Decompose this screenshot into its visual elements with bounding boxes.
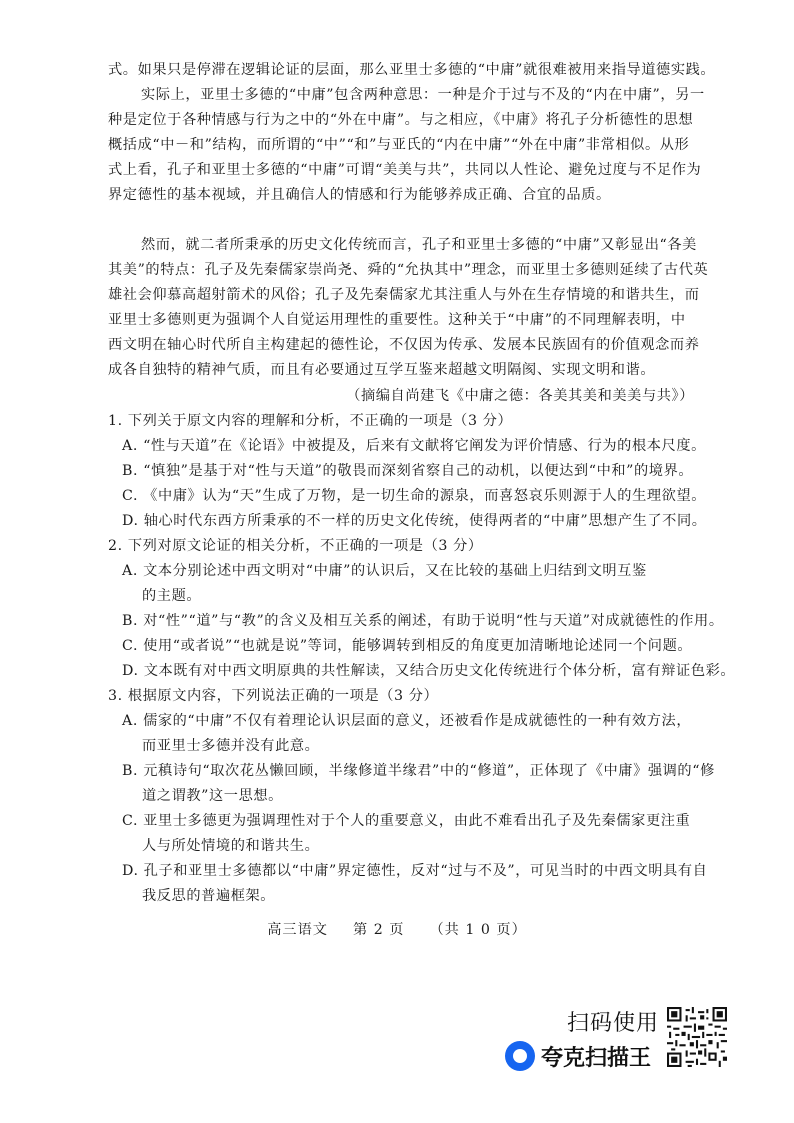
passage-line: 然而，就二者所秉承的历史文化传统而言，孔子和亚里士多德的“中庸”又彰显出“各美 bbox=[141, 237, 697, 253]
passage-line: 其美”的特点：孔子及先秦儒家崇尚尧、舜的“允执其中”理念，而亚里士多德则延续了古代英 bbox=[108, 262, 709, 278]
passage-line: 实际上，亚里士多德的“中庸”包含两种意思：一种是介于过与不及的“内在中庸”，另一 bbox=[141, 87, 705, 103]
passage-line: 亚里士多德则更为强调个人自觉运用理性的重要性。这种关于“中庸”的不同理解表明，中 bbox=[108, 312, 686, 328]
option-d-continued: 我反思的普遍框架。 bbox=[142, 888, 276, 904]
source-citation: （摘编自尚建飞《中庸之德：各美其美和美美与共》） bbox=[346, 388, 694, 404]
footer-subject: 高三语文 bbox=[267, 922, 328, 938]
question-stem: 3. 根据原文内容，下列说法正确的一项是（3 分） bbox=[108, 688, 439, 704]
question-stem: 1. 下列关于原文内容的理解和分析，不正确的一项是（3 分） bbox=[108, 413, 513, 429]
option-b: B. “慎独”是基于对“性与天道”的敬畏而深刻省察自己的动机，以便达到“中和”的境界。 bbox=[122, 463, 694, 479]
option-a-continued: 的主题。 bbox=[142, 588, 202, 604]
option-b-continued: 道之谓教”这一思想。 bbox=[142, 788, 283, 804]
option-c: C. 亚里士多德更为强调理性对于个人的重要意义，由此不难看出孔子及先秦儒家更注重 bbox=[122, 813, 691, 829]
footer-total-pages: （共 1 0 页） bbox=[429, 922, 527, 938]
passage-line: 成各自独特的精神气质，而且有必要通过互学互鉴来超越文明隔阂、实现文明和谐。 bbox=[108, 362, 656, 378]
passage-line: 雄社会仰慕高超射箭术的风俗；孔子及先秦儒家尤其注重人与外在生存情境的和谐共生，而 bbox=[108, 287, 700, 303]
brand-logo-icon bbox=[505, 1041, 535, 1071]
option-c: C. 使用“或者说”“也就是说”等词，能够调转到相反的角度更加清晰地论述同一个问题。 bbox=[122, 638, 693, 654]
option-c: C. 《中庸》认为“天”生成了万物，是一切生命的源泉，而喜怒哀乐则源于人的生理欲望。 bbox=[122, 488, 707, 504]
option-d: D. 轴心时代东西方所秉承的不一样的历史文化传统，使得两者的“中庸”思想产生了不同。 bbox=[122, 513, 707, 529]
option-a: A. 儒家的“中庸”不仅有着理论认识层面的意义，还被看作是成就德性的一种有效方法， bbox=[122, 713, 692, 729]
option-c-continued: 人与所处情境的和谐共生。 bbox=[142, 838, 320, 854]
qr-code-icon[interactable] bbox=[667, 1007, 727, 1067]
passage-line: 式。如果只是停滞在逻辑论证的层面，那么亚里士多德的“中庸”就很难被用来指导道德实践。 bbox=[108, 62, 716, 78]
option-d: D. 文本既有对中西文明原典的共性解读，又结合历史文化传统进行个体分析，富有辩证色彩。 bbox=[122, 663, 736, 679]
option-d: D. 孔子和亚里士多德都以“中庸”界定德性，反对“过与不及”，可见当时的中西文明具有自 bbox=[122, 863, 708, 879]
brand-name: 夸克扫描王 bbox=[541, 1045, 652, 1071]
scan-prompt: 扫码使用 bbox=[567, 1011, 660, 1036]
passage-line: 概括成“中－和”结构，而所谓的“中”“和”与亚氏的“内在中庸”“外在中庸”非常相似。从形 bbox=[108, 137, 690, 153]
page-footer bbox=[0, 920, 794, 940]
passage-line: 界定德性的基本视域，并且确信人的情感和行为能够养成正确、合宜的品质。 bbox=[108, 187, 611, 203]
option-a-continued: 而亚里士多德并没有此意。 bbox=[142, 738, 320, 754]
passage-line: 西文明在轴心时代所自主构建起的德性论，不仅因为传承、发展本民族固有的价值观念而养 bbox=[108, 337, 700, 353]
option-a: A. “性与天道”在《论语》中被提及，后来有文献将它阐发为评价情感、行为的根本尺度。 bbox=[122, 438, 706, 454]
option-a: A. 文本分别论述中西文明对“中庸”的认识后，又在比较的基础上归结到文明互鉴 bbox=[122, 563, 647, 579]
option-b: B. 元稹诗句“取次花丛懒回顾，半缘修道半缘君”中的“修道”，正体现了《中庸》强调的“修 bbox=[122, 763, 715, 779]
passage-line: 式上看，孔子和亚里士多德的“中庸”可谓“美美与共”，共同以人性论、避免过度与不足作为 bbox=[108, 162, 702, 178]
option-b: B. 对“性”“道”与“教”的含义及相互关系的阐述，有助于说明“性与天道”对成就德性的作用。 bbox=[122, 613, 724, 629]
passage-line: 种是定位于各种情感与行为之中的“外在中庸”。与之相应，《中庸》将孔子分析德性的思想 bbox=[108, 112, 694, 128]
scanner-brand bbox=[505, 1038, 651, 1074]
footer-page-number: 第 2 页 bbox=[353, 922, 405, 938]
question-stem: 2. 下列对原文论证的相关分析，不正确的一项是（3 分） bbox=[108, 538, 483, 554]
